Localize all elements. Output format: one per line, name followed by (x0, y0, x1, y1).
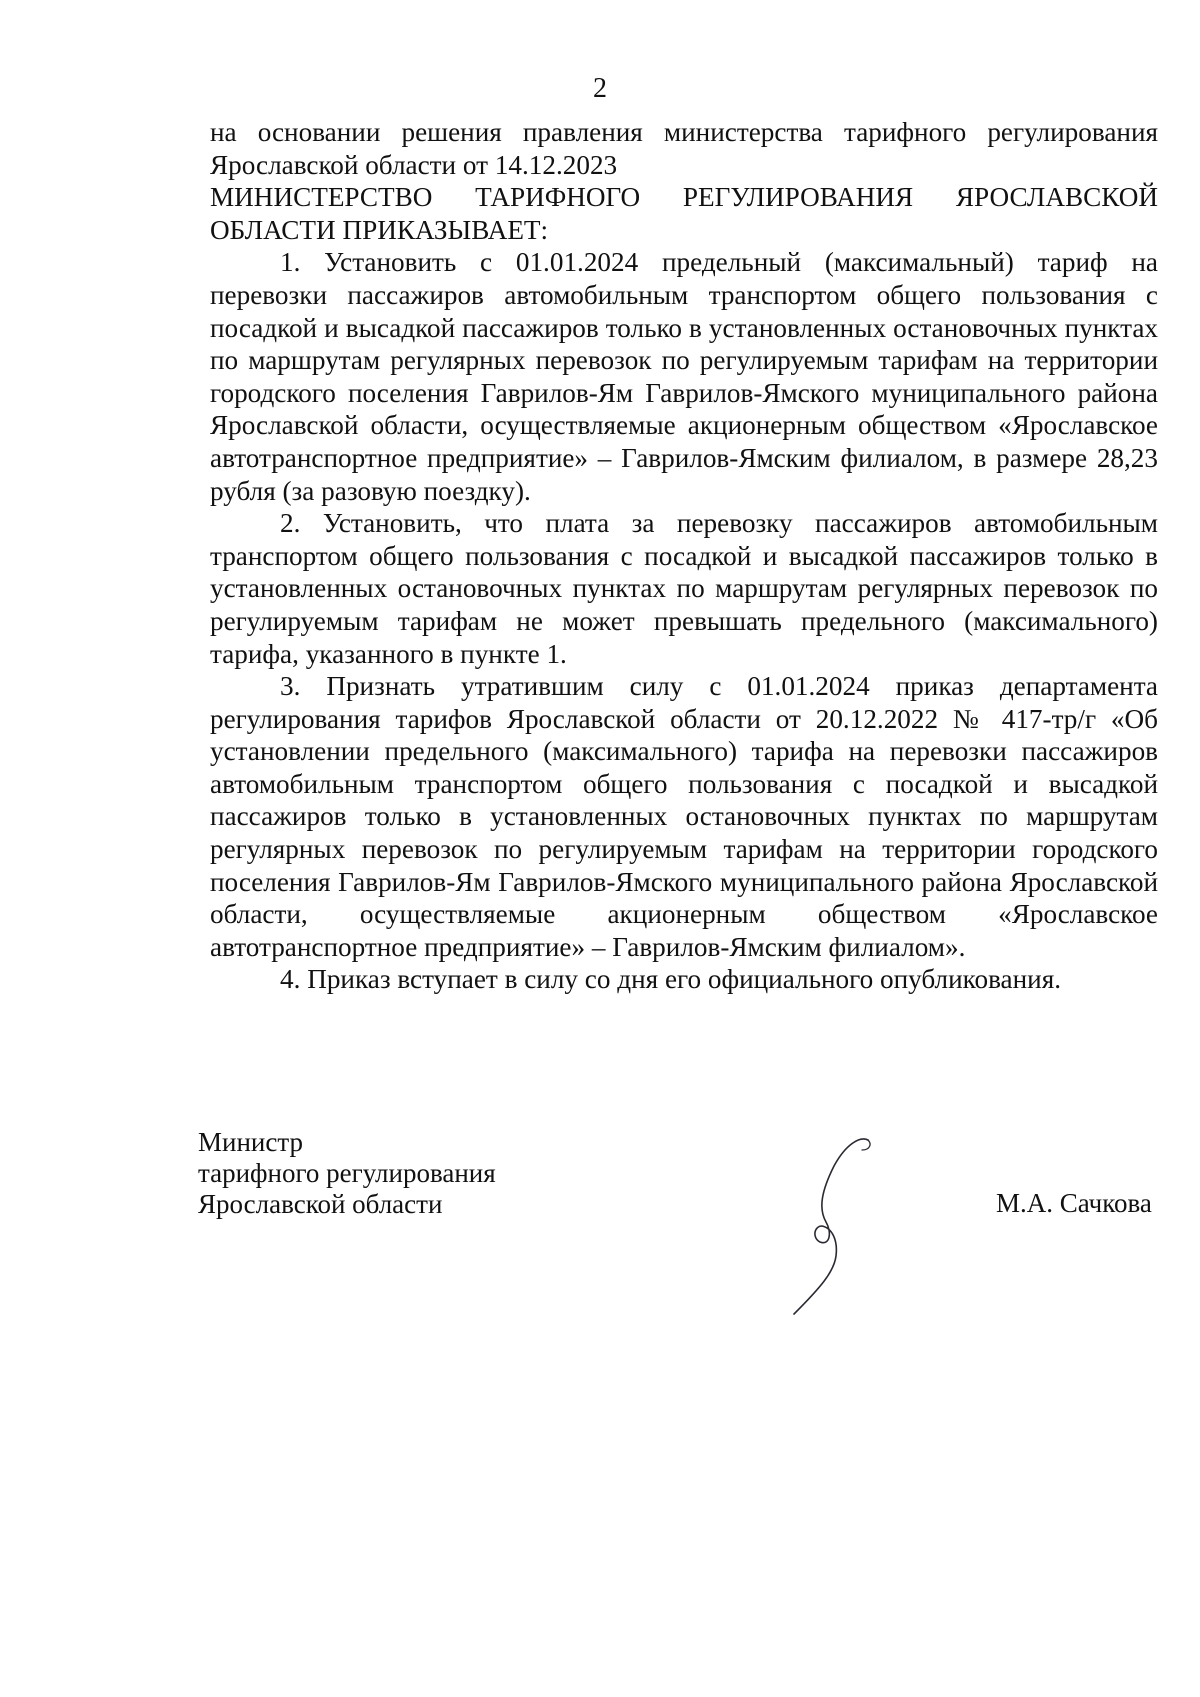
signatory-title-line: тарифного регулирования (198, 1158, 496, 1188)
signatory-title-line: Министр (198, 1127, 303, 1157)
signatory-title (198, 1127, 496, 1220)
signatory-name: М.А. Сачкова (996, 1188, 1152, 1218)
order-item-3: 3. Признать утратившим силу с 01.01.2024 приказ департамента регулирования тарифов Ярославской области от 20.12.2022 № 417-тр/г «Об установлении предельного (максимального) тарифа на перевозки пассажиров автомобильным транспортом общего пользования с посадкой и высадкой пассажиров только в установленных остановочных пунктах по маршрутам регулярных перевозок по регулируемым тарифам на территории городского поселения Гаврилов-Ям Гаврилов-Ямского муниципального района Ярославской области, осуществляемые акционерным обществом «Ярославское автотранспортное предприятие» – Гаврилов-Ямским филиалом». (210, 671, 1158, 962)
document-body (210, 116, 1158, 996)
handwritten-signature (790, 1136, 900, 1316)
order-item-4: 4. Приказ вступает в силу со дня его официального опубликования. (280, 964, 1062, 995)
page-number: 2 (593, 73, 607, 104)
order-item-2: 2. Установить, что плата за перевозку пассажиров автомобильным транспортом общего пользования с посадкой и высадкой пассажиров только в установленных остановочных пунктах по маршрутам регулярных перевозок по регулируемым тарифам не может превышать предельного (максимального) тарифа, указанного в пункте 1. (210, 508, 1158, 669)
signatory-title-line: Ярославской области (198, 1189, 443, 1219)
intro-paragraph: на основании решения правления министерства тарифного регулирования Ярославской области от 14.12.2023 (210, 117, 1158, 180)
order-item-1: 1. Установить с 01.01.2024 предельный (максимальный) тариф на перевозки пассажиров автомобильным транспортом общего пользования с посадкой и высадкой пассажиров только в установленных остановочных пунктах по маршрутам регулярных перевозок по регулируемым тарифам на территории городского поселения Гаврилов-Ям Гаврилов-Ямского муниципального района Ярославской области, осуществляемые акционерным обществом «Ярославское автотранспортное предприятие» – Гаврилов-Ямским филиалом, в размере 28,23 рубля (за разовую поездку). (210, 247, 1158, 506)
order-heading: МИНИСТЕРСТВО ТАРИФНОГО РЕГУЛИРОВАНИЯ ЯРОСЛАВСКОЙ ОБЛАСТИ ПРИКАЗЫВАЕТ: (210, 182, 1158, 245)
